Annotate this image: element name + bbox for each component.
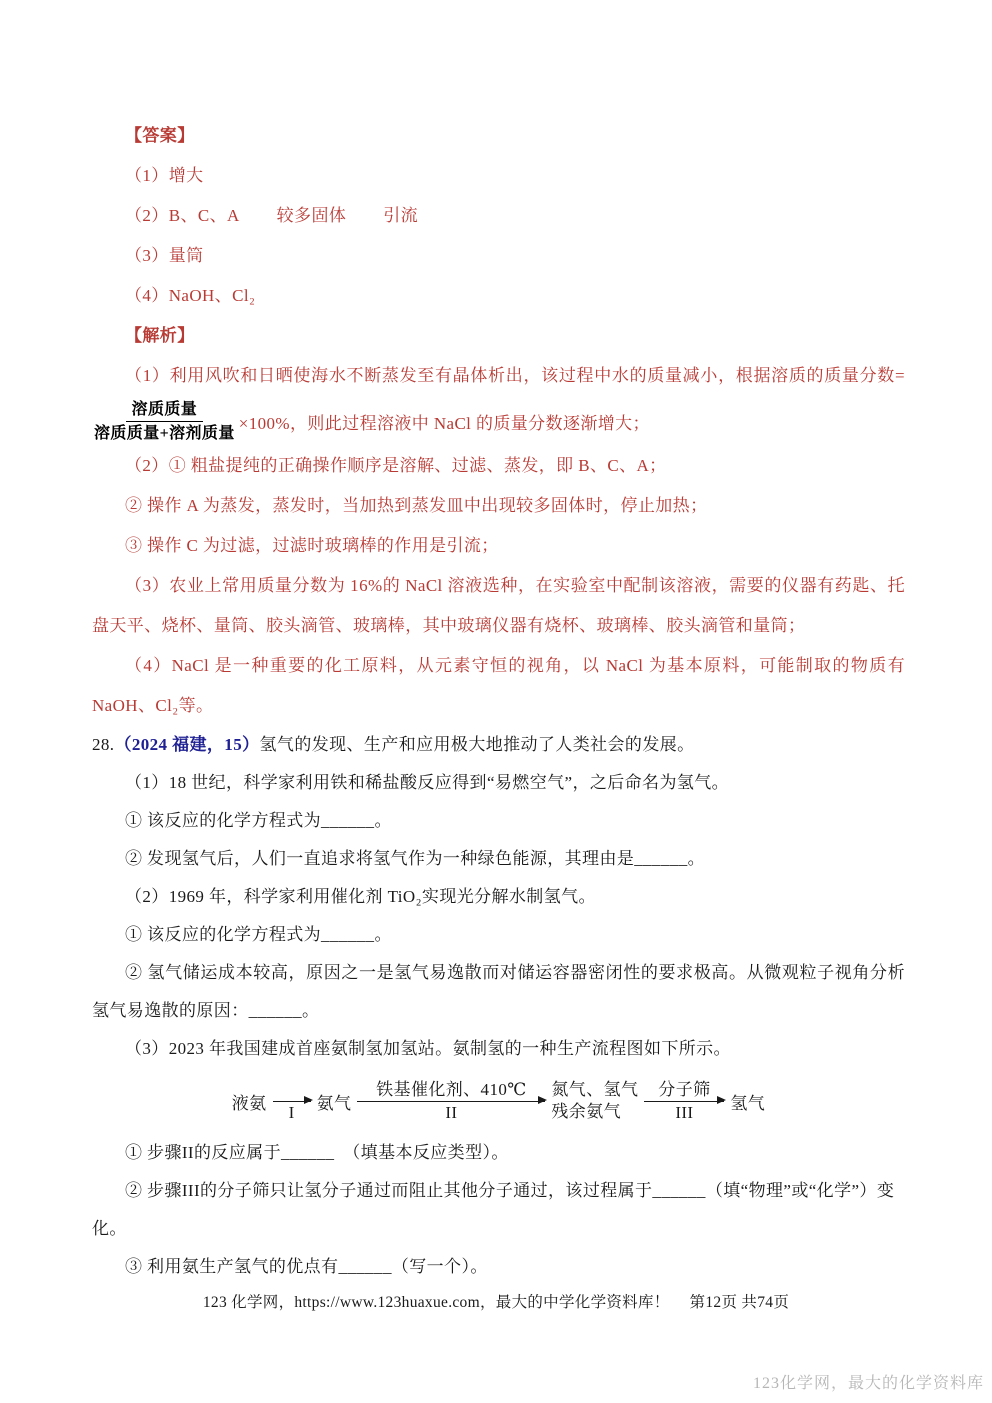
right-arrow-icon bbox=[644, 1101, 724, 1102]
flow-arrow3-top-label: 分子筛 bbox=[658, 1079, 711, 1099]
question-p3-sub2-line2: 化。 bbox=[92, 1219, 127, 1238]
analysis-line-5: ③ 操作 C 为过滤，过滤时玻璃棒的作用是引流； bbox=[125, 536, 499, 555]
analysis-line-9: NaOH、Cl₂等。 bbox=[92, 696, 214, 715]
analysis-line-1: （1）利用风吹和日晒使海水不断蒸发至有晶体析出，该过程中水的质量减小，根据溶质的质量分数= bbox=[125, 366, 905, 385]
flow-arrow2-top-label: 铁基催化剂、410℃ bbox=[376, 1079, 527, 1099]
answer-item-1: （1）增大 bbox=[125, 166, 204, 185]
mass-fraction-formula bbox=[92, 396, 905, 446]
analysis-line-6: （3）农业上常用质量分数为 16%的 NaCl 溶液选种，在实验室中配制该溶液，需要的仪器有药匙、托 bbox=[125, 576, 905, 595]
production-flow-diagram bbox=[92, 1068, 905, 1134]
flow-node-mixture bbox=[547, 1079, 642, 1123]
analysis-after-fraction: ×100%，则此过程溶液中 NaCl 的质量分数逐渐增大； bbox=[238, 413, 650, 433]
site-watermark: 123化学网，最大的化学资料库 bbox=[752, 1375, 984, 1392]
flow-node-ammonia-gas: 氨气 bbox=[316, 1093, 352, 1113]
answer-item-4: （4）NaOH、Cl₂ bbox=[125, 286, 256, 305]
flow-arrow2-label: II bbox=[445, 1102, 458, 1122]
question-p2-sub1: ① 该反应的化学方程式为______。 bbox=[125, 925, 392, 944]
flow-arrow-step2 bbox=[357, 1079, 545, 1124]
fraction-denominator: 溶质质量+溶剂质量 bbox=[94, 424, 235, 442]
question-p3-sub2-line1: ② 步骤III的分子筛只让氢分子通过而阻止其他分子通过，该过程属于______（填“物理”或“化学”）变 bbox=[125, 1181, 895, 1200]
answer-item-3: （3）量筒 bbox=[125, 246, 204, 265]
flow-arrow-step3 bbox=[644, 1079, 724, 1124]
fraction bbox=[92, 399, 237, 444]
answers-header: 【答案】 bbox=[125, 126, 195, 145]
question-number: 28. bbox=[92, 735, 115, 754]
analysis-line-8: （4）NaCl 是一种重要的化工原料，从元素守恒的视角，以 NaCl 为基本原料，可能制取的物质有 bbox=[125, 656, 905, 675]
question-p2-sub2-line2: 氢气易逸散的原因：______。 bbox=[92, 1001, 320, 1020]
flow-arrow1-label: I bbox=[288, 1102, 295, 1122]
question-p3-sub3: ③ 利用氨生产氢气的优点有______（写一个）。 bbox=[125, 1257, 488, 1276]
analysis-line-4: ② 操作 A 为蒸发，蒸发时，当加热到蒸发皿中出现较多固体时，停止加热； bbox=[125, 496, 708, 515]
flow-arrow-step1 bbox=[273, 1079, 311, 1124]
flow-mixture-line2: 残余氨气 bbox=[551, 1102, 622, 1121]
question-stem-text: 氢气的发现、生产和应用极大地推动了人类社会的发展。 bbox=[259, 735, 695, 754]
flow-node-liquid-ammonia: 液氨 bbox=[231, 1093, 267, 1113]
question-part-2: （2）1969 年，科学家利用催化剂 TiO₂实现光分解水制氢气。 bbox=[125, 887, 596, 906]
fraction-numerator: 溶质质量 bbox=[126, 399, 204, 422]
analysis-header: 【解析】 bbox=[125, 326, 195, 345]
flow-mixture-line1: 氮气、氢气 bbox=[551, 1080, 639, 1099]
question-part-3: （3）2023 年我国建成首座氨制氢加氢站。氨制氢的一种生产流程图如下所示。 bbox=[125, 1039, 731, 1058]
answer-item-2-solid: 较多固体 bbox=[276, 206, 347, 225]
answer-item-2-drain: 引流 bbox=[383, 206, 419, 225]
question-part-1: （1）18 世纪，科学家利用铁和稀盐酸反应得到“易燃空气”，之后命名为氢气。 bbox=[125, 773, 730, 792]
analysis-line-3: （2）① 粗盐提纯的正确操作顺序是溶解、过滤、蒸发，即 B、C、A； bbox=[125, 456, 667, 475]
flow-node-hydrogen: 氢气 bbox=[730, 1093, 766, 1113]
question-p3-sub1: ① 步骤II的反应属于______ （填基本反应类型）。 bbox=[125, 1143, 509, 1162]
answer-item-2-order: （2）B、C、A bbox=[125, 206, 240, 225]
page-content bbox=[92, 116, 905, 1286]
question-p1-sub1: ① 该反应的化学方程式为______。 bbox=[125, 811, 392, 830]
flow-arrow3-label: III bbox=[675, 1102, 694, 1122]
right-arrow-icon bbox=[357, 1101, 545, 1102]
question-source: （2024 福建，15） bbox=[114, 735, 260, 754]
question-p1-sub2: ② 发现氢气后，人们一直追求将氢气作为一种绿色能源，其理由是______。 bbox=[125, 849, 706, 868]
answer-item-2 bbox=[92, 196, 905, 236]
page-footer: 123 化学网，https://www.123huaxue.com，最大的中学化学资料库！ 第12页 共74页 bbox=[202, 1294, 790, 1311]
question-28-stem bbox=[92, 726, 905, 764]
analysis-line-7: 盘天平、烧杯、量筒、胶头滴管、玻璃棒，其中玻璃仪器有烧杯、玻璃棒、胶头滴管和量筒； bbox=[92, 616, 806, 635]
right-arrow-icon bbox=[273, 1101, 311, 1102]
question-p2-sub2-line1: ② 氢气储运成本较高，原因之一是氢气易逸散而对储运容器密闭性的要求极高。从微观粒子视角分析 bbox=[125, 963, 905, 982]
